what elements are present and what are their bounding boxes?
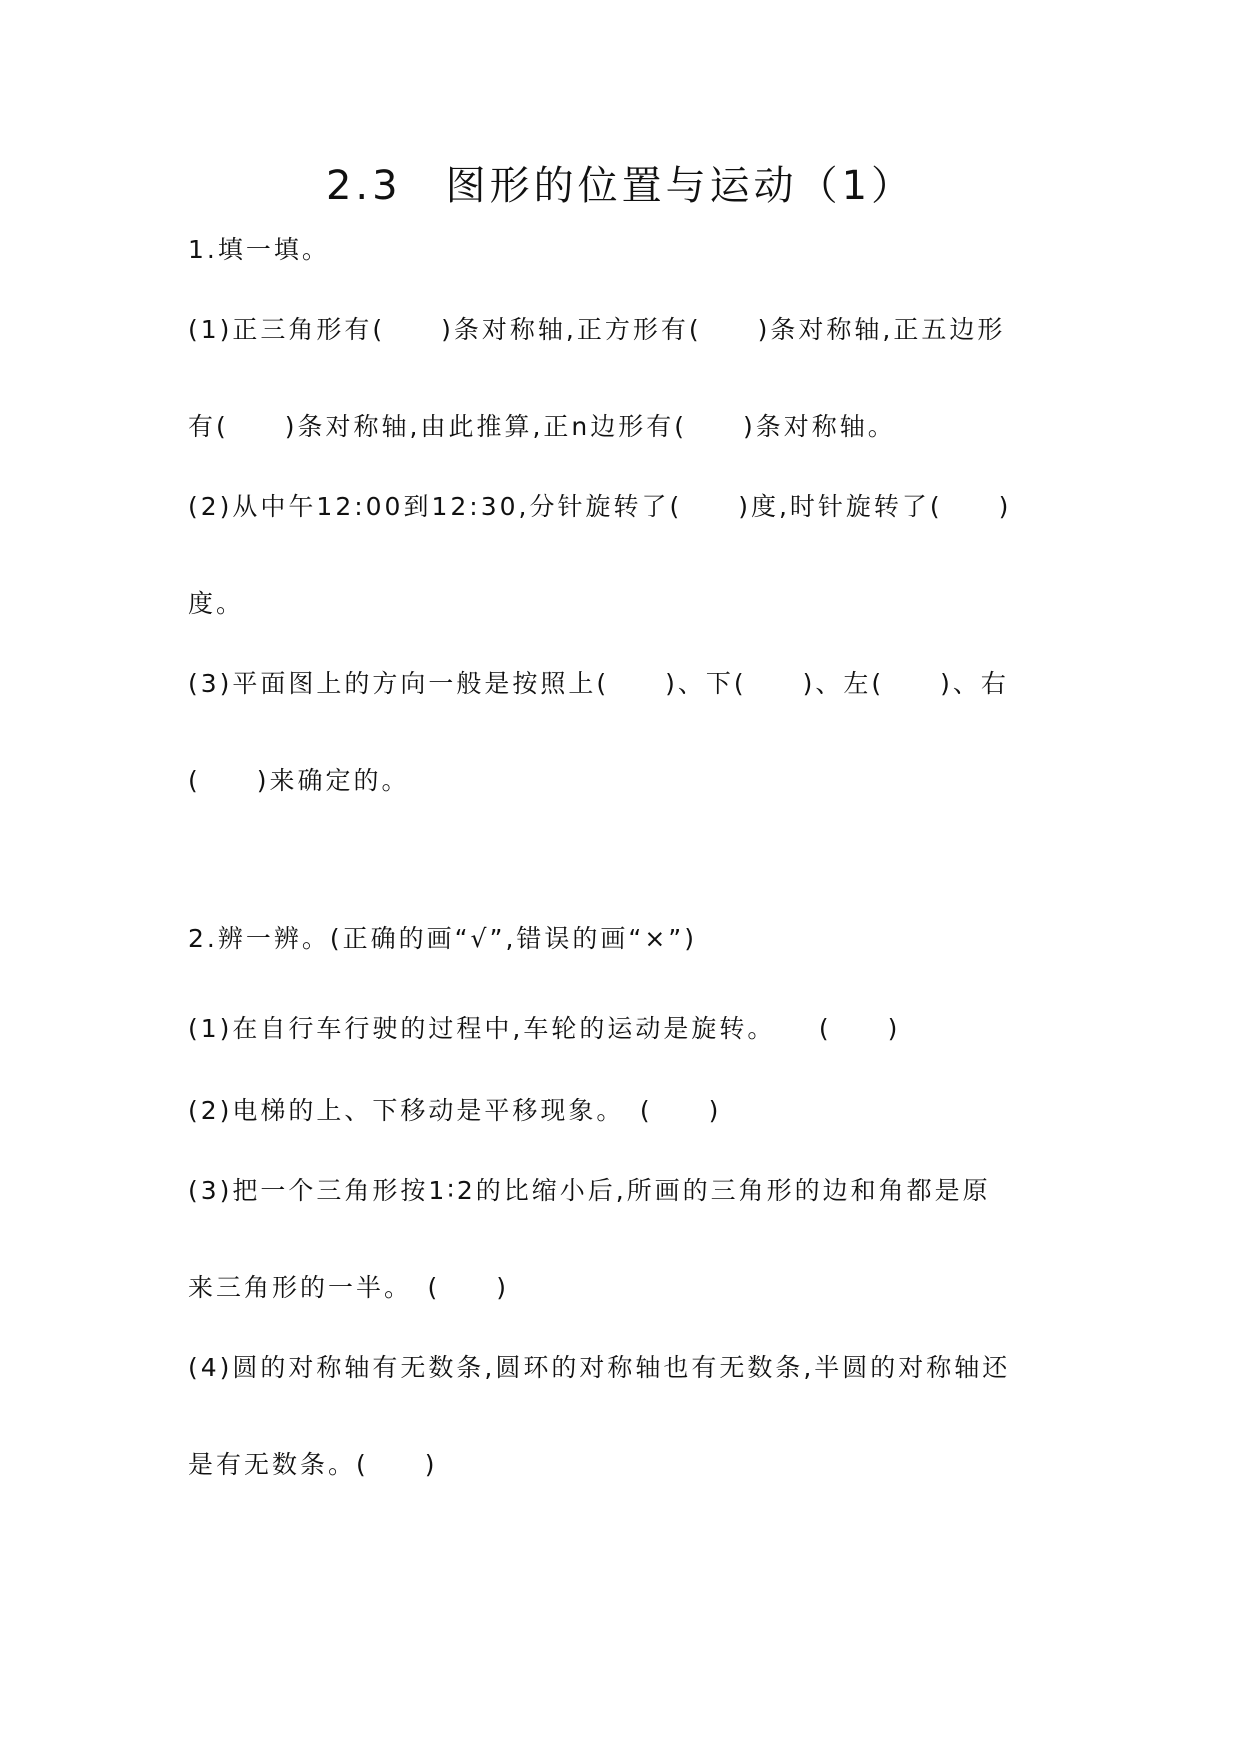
question-2-2: (2)电梯的上、下移动是平移现象。 ( ) [188, 1096, 722, 1125]
question-2-1: (1)在自行车行驶的过程中,车轮的运动是旋转。 ( ) [188, 1014, 901, 1043]
question-2-4-line-2: 是有无数条。( ) [188, 1450, 438, 1479]
section-2-heading: 2.辨一辨。(正确的画“√”,错误的画“×”) [188, 924, 697, 953]
question-1-3-line-1: (3)平面图上的方向一般是按照上( )、下( )、左( )、右 [188, 669, 1009, 698]
question-2-3-line-1: (3)把一个三角形按1∶2的比缩小后,所画的三角形的边和角都是原 [188, 1176, 991, 1205]
question-1-2-line-1: (2)从中午12:00到12:30,分针旋转了( )度,时针旋转了( ) [188, 492, 1012, 521]
question-1-1-line-2: 有( )条对称轴,由此推算,正n边形有( )条对称轴。 [188, 412, 896, 441]
question-2-3-line-2: 来三角形的一半。 ( ) [188, 1273, 510, 1302]
section-1-heading: 1.填一填。 [188, 235, 330, 264]
question-1-2-line-2: 度。 [188, 589, 245, 618]
question-1-1-line-1: (1)正三角形有( )条对称轴,正方形有( )条对称轴,正五边形 [188, 315, 1006, 344]
question-1-3-line-2: ( )来确定的。 [188, 766, 410, 795]
page-title: 2.3 图形的位置与运动（1） [325, 163, 916, 209]
question-2-4-line-1: (4)圆的对称轴有无数条,圆环的对称轴也有无数条,半圆的对称轴还 [188, 1353, 1011, 1382]
